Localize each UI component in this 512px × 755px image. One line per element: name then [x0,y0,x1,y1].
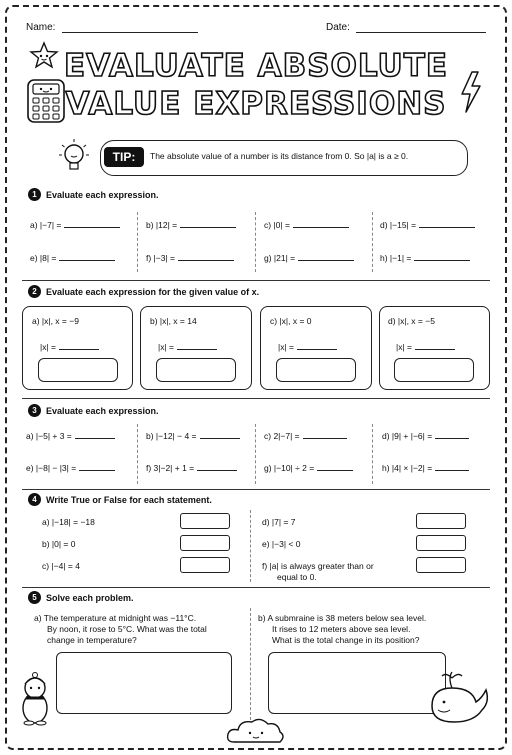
s5-problem-a-line3: change in temperature? [47,635,137,645]
answer-blank[interactable] [298,253,354,261]
section-4-heading: Write True or False for each statement. [46,495,212,505]
s2-answer-b: |x| = [158,342,217,352]
s5-problem-b-line2: It rises to 12 meters above sea level. [272,624,411,634]
s2-prompt-a: a) |x|, x = −9 [32,316,79,326]
s2-answer-a: |x| = [40,342,99,352]
s2-prompt-c: c) |x|, x = 0 [270,316,312,326]
answer-blank[interactable] [293,220,349,228]
s2-answer-box-d[interactable] [394,358,474,382]
divider [372,424,373,484]
s3-item-e: e) |−8| − |3| = [26,463,115,473]
section-3-heading: Evaluate each expression. [46,406,159,416]
answer-blank[interactable] [177,342,217,350]
whale-icon [426,668,492,726]
tip-label: TIP: [104,147,144,167]
divider [250,608,251,720]
s3-item-g: g) |−10| ÷ 2 = [264,463,353,473]
s3-item-b: b) |−12| − 4 = [146,431,240,441]
name-field[interactable] [62,32,198,33]
answer-blank[interactable] [415,342,455,350]
s1-item-d: d) |−15| = [380,220,475,230]
tip-text: The absolute value of a number is its distance from 0. So |a| is a ≥ 0. [150,151,409,161]
s4-answer-box-f[interactable] [416,557,466,573]
name-label: Name: [26,22,56,33]
s1-item-g: g) |21| = [264,253,354,263]
title-line-2: VALUE EXPRESSIONS [65,86,447,122]
section-3-number: 3 [28,404,41,417]
s2-answer-c: |x| = [278,342,337,352]
penguin-icon [18,672,52,726]
answer-blank[interactable] [317,463,353,471]
date-field[interactable] [356,32,486,33]
title-line-1: EVALUATE ABSOLUTE [63,48,449,84]
section-divider [22,587,490,588]
s4-item-d: d) |7| = 7 [262,517,296,527]
s5-problem-b-line1: b) A submraine is 38 meters below sea level. [258,613,427,623]
s1-item-f: f) |−3| = [146,253,234,263]
s3-item-a: a) |−5| + 3 = [26,431,115,441]
section-divider [22,280,490,281]
divider [255,212,256,272]
s5-work-box-a[interactable] [56,652,232,714]
answer-blank[interactable] [59,342,99,350]
section-1-heading: Evaluate each expression. [46,190,159,200]
s3-item-h: h) |4| × |−2| = [382,463,469,473]
s2-answer-box-a[interactable] [38,358,118,382]
divider [255,424,256,484]
s2-answer-d: |x| = [396,342,455,352]
divider [137,424,138,484]
s4-answer-box-d[interactable] [416,513,466,529]
s5-problem-a-line2: By noon, it rose to 5°C. What was the total [47,624,207,634]
cloud-icon [226,718,286,746]
s4-answer-box-a[interactable] [180,513,230,529]
s2-answer-box-b[interactable] [156,358,236,382]
divider [137,212,138,272]
answer-blank[interactable] [435,463,469,471]
section-4-number: 4 [28,493,41,506]
s4-item-e: e) |−3| < 0 [262,539,301,549]
answer-blank[interactable] [79,463,115,471]
answer-blank[interactable] [178,253,234,261]
s4-item-f: f) |a| is always greater than or [262,561,374,571]
s1-item-h: h) |−1| = [380,253,470,263]
s3-item-d: d) |9| + |−6| = [382,431,469,441]
answer-blank[interactable] [64,220,120,228]
s5-problem-a-line1: a) The temperature at midnight was −11°C. [34,613,197,623]
s4-item-b: b) |0| = 0 [42,539,76,549]
section-5-heading: Solve each problem. [46,593,134,603]
answer-blank[interactable] [419,220,475,228]
section-divider [22,489,490,490]
section-2-heading: Evaluate each expression for the given value of x. [46,287,260,297]
answer-blank[interactable] [197,463,237,471]
answer-blank[interactable] [75,431,115,439]
s1-item-b: b) |12| = [146,220,236,230]
section-1-number: 1 [28,188,41,201]
section-divider [22,398,490,399]
s1-item-c: c) |0| = [264,220,349,230]
s1-item-a: a) |−7| = [30,220,120,230]
answer-blank[interactable] [414,253,470,261]
s4-answer-box-c[interactable] [180,557,230,573]
s2-answer-box-c[interactable] [276,358,356,382]
s1-item-e: e) |8| = [30,253,115,263]
answer-blank[interactable] [200,431,240,439]
section-5-number: 5 [28,591,41,604]
lightning-icon [458,70,484,114]
divider [372,212,373,272]
divider [250,510,251,582]
s2-prompt-b: b) |x|, x = 14 [150,316,197,326]
date-label: Date: [326,22,350,33]
answer-blank[interactable] [297,342,337,350]
lightbulb-icon [58,136,94,176]
s4-answer-box-e[interactable] [416,535,466,551]
star-icon [30,42,58,68]
s5-problem-b-line3: What is the total change in its position? [272,635,420,645]
s4-answer-box-b[interactable] [180,535,230,551]
s3-item-f: f) 3|−2| + 1 = [146,463,237,473]
answer-blank[interactable] [180,220,236,228]
answer-blank[interactable] [303,431,347,439]
answer-blank[interactable] [59,253,115,261]
s5-work-box-b[interactable] [268,652,446,714]
answer-blank[interactable] [435,431,469,439]
s3-item-c: c) 2|−7| = [264,431,347,441]
s4-item-a: a) |−18| = −18 [42,517,95,527]
s2-prompt-d: d) |x|, x = −5 [388,316,435,326]
s4-item-f-continued: equal to 0. [277,572,317,582]
s4-item-c: c) |−4| = 4 [42,561,80,571]
section-2-number: 2 [28,285,41,298]
